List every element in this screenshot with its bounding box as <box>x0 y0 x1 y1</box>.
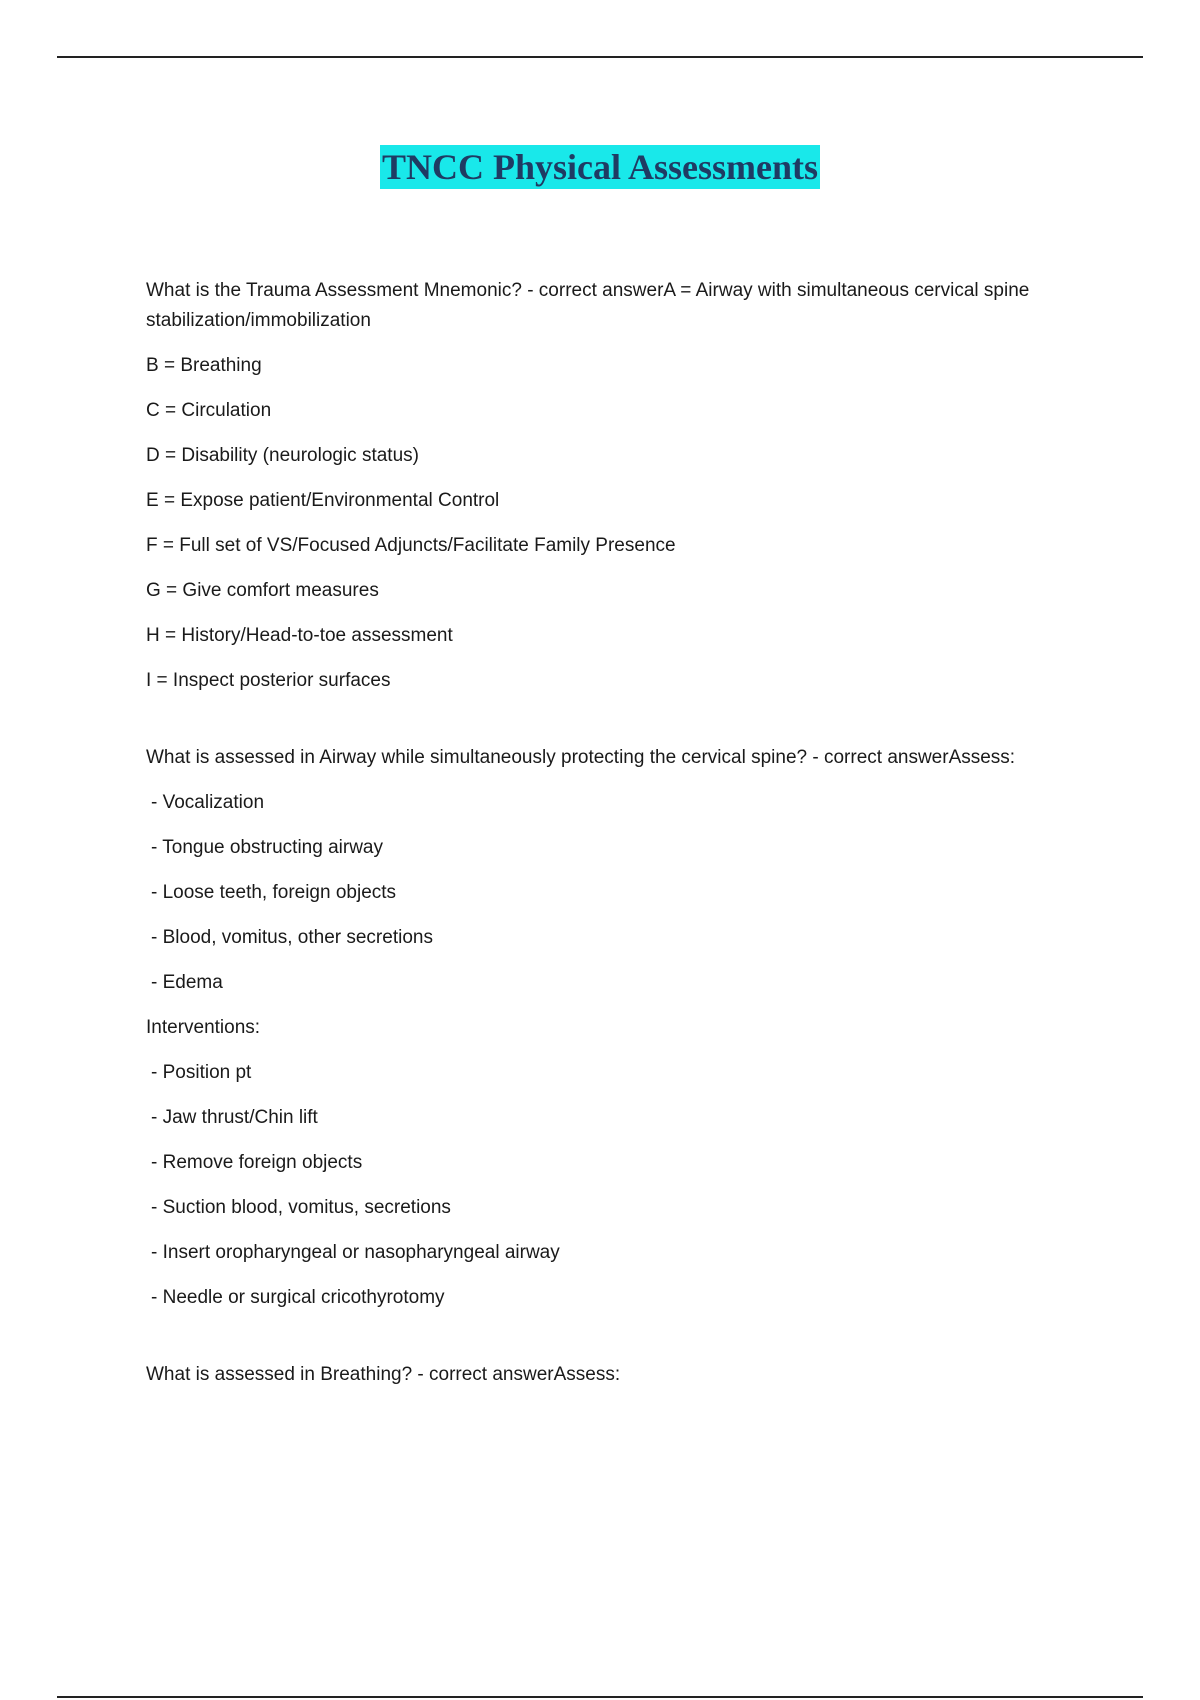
section-spacer <box>146 1328 1096 1360</box>
intervention-item: - Remove foreign objects <box>151 1152 363 1173</box>
assess-item: - Blood, vomitus, other secretions <box>151 927 433 948</box>
assess-item: - Edema <box>151 972 223 993</box>
mnemonic-line: D = Disability (neurologic status) <box>146 445 419 466</box>
intervention-item: - Jaw thrust/Chin lift <box>151 1107 318 1128</box>
mnemonic-line: G = Give comfort measures <box>146 580 379 601</box>
intervention-item: - Insert oropharyngeal or nasopharyngeal airway <box>151 1242 560 1263</box>
interventions-label: Interventions: <box>146 1017 261 1038</box>
assess-item: - Vocalization <box>151 792 265 813</box>
mnemonic-line: E = Expose patient/Environmental Control <box>146 490 500 511</box>
title-block <box>0 145 1200 189</box>
mnemonic-line: B = Breathing <box>146 355 262 376</box>
question-breathing: What is assessed in Breathing? - correct answerAssess: <box>146 1364 621 1385</box>
intervention-item: - Suction blood, vomitus, secretions <box>151 1197 451 1218</box>
section-spacer <box>146 711 1096 743</box>
assess-item: - Tongue obstructing airway <box>151 837 383 858</box>
mnemonic-line: I = Inspect posterior surfaces <box>146 670 391 691</box>
mnemonic-line: H = History/Head-to-toe assessment <box>146 625 453 646</box>
intervention-item: - Needle or surgical cricothyrotomy <box>151 1287 445 1308</box>
document-title: TNCC Physical Assessments <box>381 147 819 187</box>
assess-item: - Loose teeth, foreign objects <box>151 882 397 903</box>
intervention-item: - Position pt <box>151 1062 252 1083</box>
mnemonic-line: F = Full set of VS/Focused Adjuncts/Facilitate Family Presence <box>146 535 676 556</box>
footer-rule <box>57 1696 1143 1698</box>
question-trauma-mnemonic: What is the Trauma Assessment Mnemonic? - correct answerA = Airway with simultaneous cervical spine stabilization/immobilization <box>146 280 1030 331</box>
document-body <box>146 276 1096 1405</box>
question-airway: What is assessed in Airway while simultaneously protecting the cervical spine? - correct answerAssess: <box>146 747 1016 768</box>
header-rule <box>57 56 1143 58</box>
mnemonic-line: C = Circulation <box>146 400 272 421</box>
